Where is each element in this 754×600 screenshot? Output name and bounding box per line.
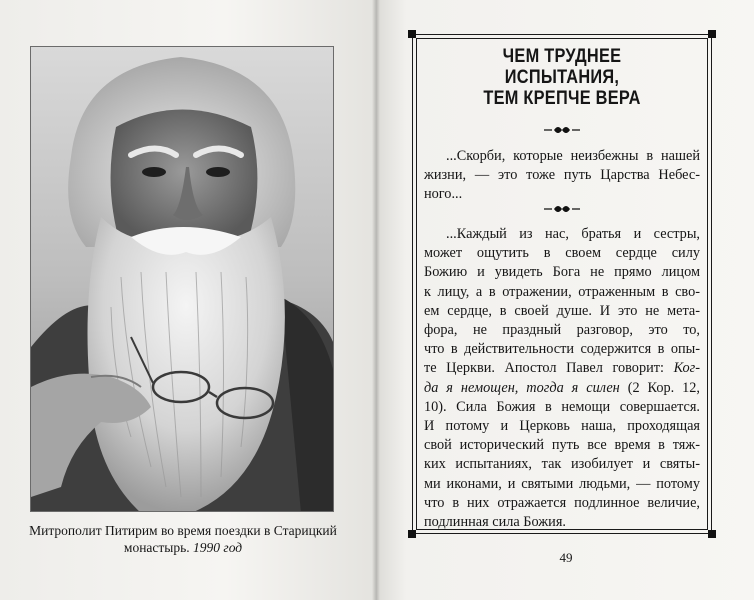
paragraph-1 bbox=[424, 147, 700, 205]
text-line: ких испытаниях, так изобилует и святы- bbox=[424, 456, 700, 473]
caption-text: Митрополит Питирим во время поездки в Старицкий bbox=[29, 523, 337, 538]
text-line: что в них отражается подлинное величие, bbox=[424, 494, 700, 511]
book-gutter bbox=[372, 0, 380, 600]
text-line: может ощутить в своем сердце силу bbox=[424, 245, 700, 262]
text-segment: (2 Кор. 12, bbox=[627, 379, 701, 396]
text-line: к лицу, а в отражении, отраженным в сво- bbox=[424, 283, 700, 300]
title-line: ИСПЫТАНИЯ, bbox=[504, 67, 620, 88]
title-line: ТЕМ КРЕПЧЕ ВЕРА bbox=[483, 88, 641, 109]
text-line: свой исторический путь все время в тяж- bbox=[424, 437, 700, 454]
title-line: ЧЕМ ТРУДНЕЕ bbox=[502, 46, 622, 67]
frame-corner-ornament bbox=[408, 30, 416, 38]
text-line bbox=[424, 379, 700, 398]
caption-text-2: монастырь. bbox=[123, 540, 190, 555]
text-line: ...Скорби, которые неизбежны в нашей bbox=[446, 148, 700, 164]
text-line: ми иконами, и святыми людьми, — потому bbox=[424, 475, 700, 492]
frame-corner-ornament bbox=[708, 530, 716, 538]
ornament-divider-icon bbox=[542, 203, 582, 215]
text-line: И потому и Церковь наша, проходящая bbox=[424, 418, 700, 435]
text-line: что в действительности содержится в опы- bbox=[424, 341, 700, 358]
quote-italic: Ког- bbox=[673, 360, 700, 377]
text-line: фора, не праздный разговор, это то, bbox=[424, 322, 700, 339]
text-line: ного... bbox=[424, 186, 463, 203]
text-line: подлинная сила Божия. bbox=[424, 514, 566, 531]
frame-corner-ornament bbox=[708, 30, 716, 38]
text-line: Божию и увидеть Бога не прямо лицом bbox=[424, 264, 700, 281]
paragraph-2 bbox=[424, 225, 700, 532]
quote-italic: да я немощен, тогда я силен bbox=[424, 379, 620, 396]
text-line: ...Каждый из нас, братья и сестры, bbox=[446, 226, 700, 242]
text-line: ем сердце, в своей душе. И это не мета- bbox=[424, 302, 700, 319]
ornament-divider-icon bbox=[542, 124, 582, 136]
text-line bbox=[424, 359, 700, 378]
frame-corner-ornament bbox=[408, 530, 416, 538]
portrait-photo bbox=[30, 46, 334, 512]
caption-year: 1990 год bbox=[193, 540, 243, 555]
page-number: 49 bbox=[559, 550, 573, 565]
text-line: жизни, — это тоже путь Царства Небес- bbox=[424, 167, 700, 184]
text-segment: те Церкви. Апостол Павел говорит: bbox=[424, 360, 664, 377]
text-line: 10). Сила Божия в немощи совершается. bbox=[424, 398, 700, 415]
photo-caption bbox=[22, 522, 344, 556]
chapter-title bbox=[443, 46, 680, 109]
